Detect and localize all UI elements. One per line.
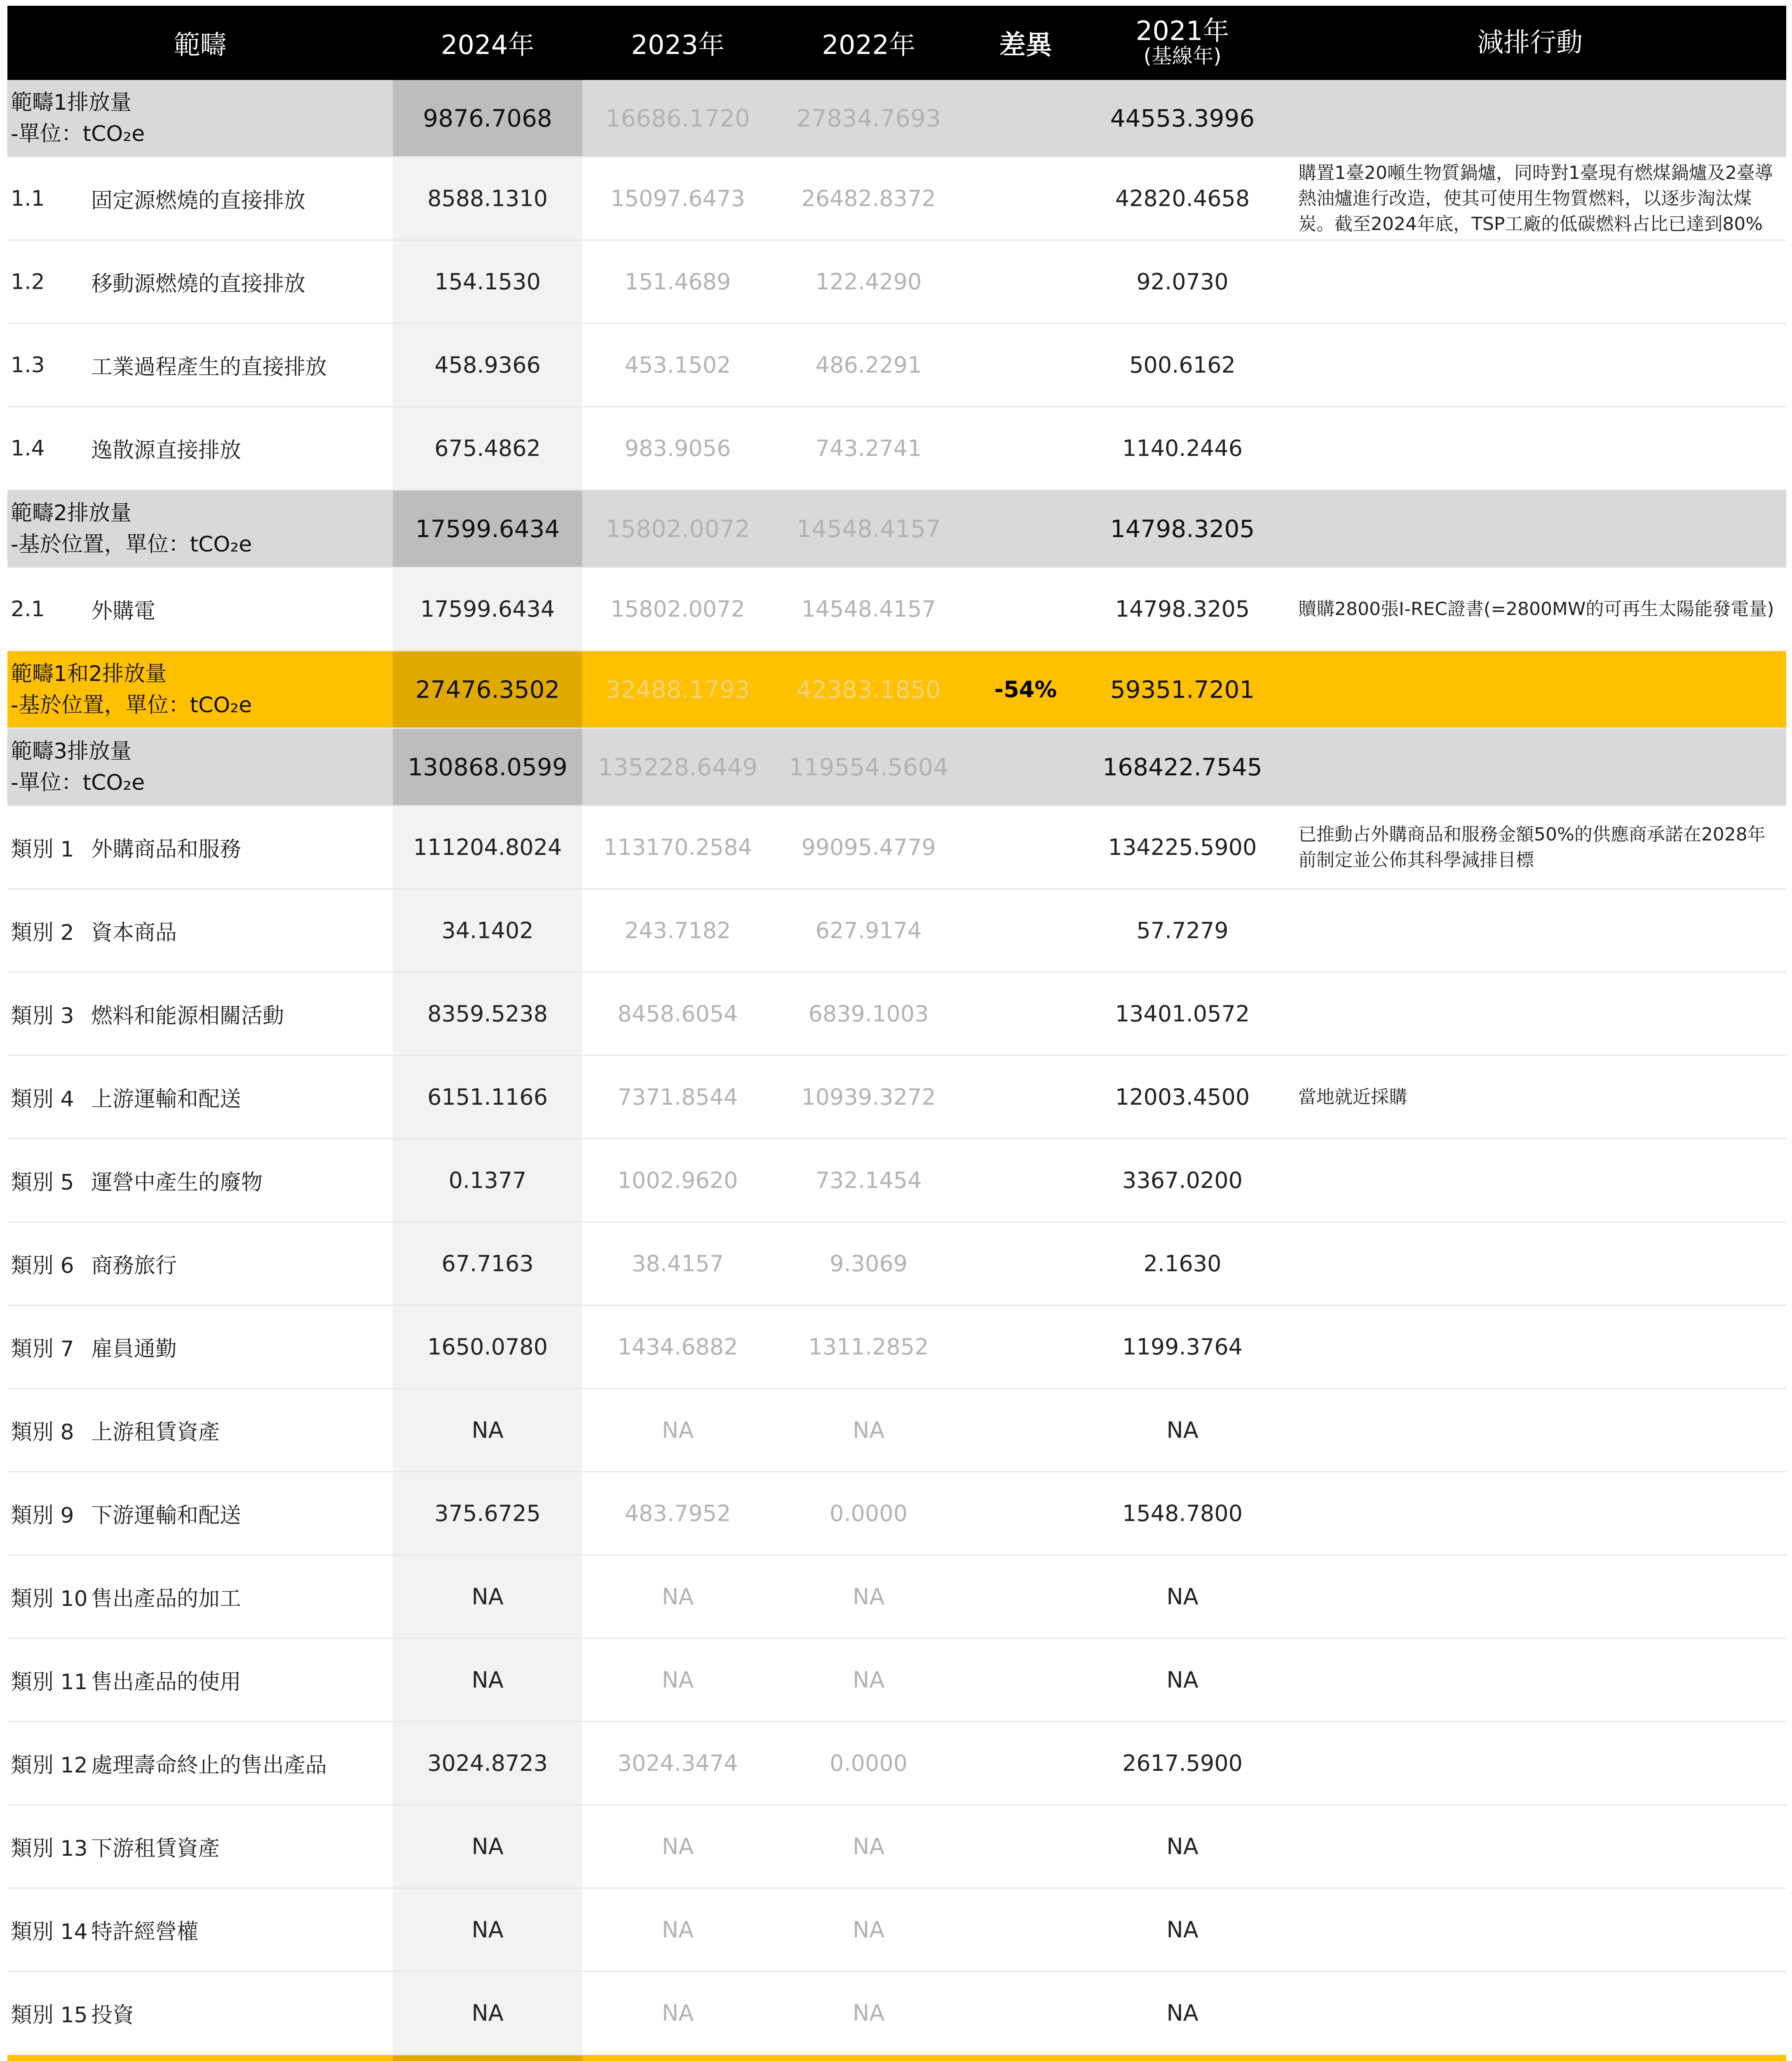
value-2024: 3024.8723 bbox=[393, 1722, 582, 1804]
value-2023: 38.4157 bbox=[631, 1251, 724, 1277]
value-2024: 9876.7068 bbox=[393, 80, 582, 156]
value-2022: 122.4290 bbox=[815, 269, 922, 295]
row-number: 類別 15 bbox=[11, 2003, 88, 2028]
value-diff bbox=[964, 1972, 1087, 2054]
row-number: 類別 8 bbox=[11, 1420, 74, 1445]
value-2024: 675.4862 bbox=[393, 407, 582, 489]
action-cell bbox=[1278, 2055, 1786, 2061]
value-2021: NA bbox=[1166, 1667, 1199, 1693]
value-2024: 375.6725 bbox=[393, 1472, 582, 1554]
value-2024: 0.1377 bbox=[393, 1139, 582, 1221]
value-2022: 119554.5604 bbox=[788, 753, 949, 781]
value-2021: NA bbox=[1166, 1417, 1199, 1443]
row-label bbox=[7, 407, 393, 489]
value-2023: 151.4689 bbox=[624, 269, 731, 295]
value-2021: 3367.0200 bbox=[1122, 1167, 1243, 1193]
row-name: 上游運輸和配送 bbox=[91, 1087, 242, 1112]
value-2021: 2617.5900 bbox=[1122, 1750, 1243, 1776]
table-row bbox=[7, 1805, 1786, 1889]
value-diff bbox=[964, 80, 1087, 156]
action-cell bbox=[1278, 1722, 1786, 1804]
value-2022: 743.2741 bbox=[815, 435, 922, 461]
value-diff bbox=[964, 1472, 1087, 1554]
row-label bbox=[7, 1389, 393, 1471]
row-name: 上游租賃資產 bbox=[91, 1420, 220, 1445]
value-2022: NA bbox=[852, 1667, 885, 1693]
value-2022: 732.1454 bbox=[815, 1167, 922, 1193]
table-row bbox=[7, 241, 1786, 324]
value-diff bbox=[964, 890, 1087, 972]
value-2023: 983.9056 bbox=[624, 435, 731, 461]
value-diff bbox=[964, 1556, 1087, 1638]
value-2024: 111204.8024 bbox=[393, 806, 582, 888]
value-2022: NA bbox=[852, 1917, 885, 1943]
row-label bbox=[7, 1556, 393, 1638]
summary-title: 範疇1和2排放量 bbox=[11, 661, 167, 686]
value-diff bbox=[964, 1805, 1087, 1887]
row-label bbox=[7, 1722, 393, 1804]
value-2023: 15802.0072 bbox=[610, 596, 745, 622]
value-2024: 6151.1166 bbox=[393, 1056, 582, 1138]
value-2023: 8458.6054 bbox=[617, 1001, 738, 1027]
row-label bbox=[7, 568, 393, 650]
row-number: 1.2 bbox=[11, 269, 45, 294]
value-2024: NA bbox=[393, 1805, 582, 1887]
value-2022: 14548.4157 bbox=[801, 596, 936, 622]
table-row bbox=[7, 568, 1786, 651]
value-2023: NA bbox=[661, 1417, 694, 1443]
summary-unit: -基於位置，單位：tCO₂e bbox=[11, 692, 252, 718]
value-2021: 1199.3764 bbox=[1122, 1334, 1243, 1360]
value-diff bbox=[964, 1223, 1087, 1305]
value-2024: 8359.5238 bbox=[393, 973, 582, 1055]
row-name: 外購電 bbox=[91, 599, 156, 624]
value-2021: 1548.7800 bbox=[1122, 1500, 1243, 1526]
value-2023: 15097.6473 bbox=[610, 185, 745, 211]
action-cell bbox=[1278, 407, 1786, 489]
value-2021: 42820.4658 bbox=[1115, 185, 1250, 211]
table-row bbox=[7, 1472, 1786, 1556]
value-diff bbox=[964, 157, 1087, 239]
action-cell: 已推動占外購商品和服務金額50%的供應商承諾在2028年前制定並公佈其科學減排目標 bbox=[1298, 824, 1766, 871]
table-row bbox=[7, 324, 1786, 407]
value-2023: 453.1502 bbox=[624, 352, 731, 378]
value-2023: 483.7952 bbox=[624, 1500, 731, 1526]
row-label bbox=[7, 806, 393, 888]
row-number: 類別 11 bbox=[11, 1670, 88, 1695]
summary-row-scope2 bbox=[7, 491, 1786, 568]
row-name: 逸散源直接排放 bbox=[91, 438, 242, 463]
value-2021: 59351.7201 bbox=[1110, 675, 1255, 704]
value-2023: 3024.3474 bbox=[617, 1750, 738, 1776]
row-label bbox=[7, 890, 393, 972]
row-number: 類別 14 bbox=[11, 1920, 88, 1944]
row-label bbox=[7, 157, 393, 239]
action-cell bbox=[1278, 973, 1786, 1055]
header-2023: 2023年 bbox=[631, 30, 725, 61]
value-2023: 135228.6449 bbox=[598, 753, 758, 781]
value-2022: 0.0000 bbox=[830, 1500, 908, 1526]
action-cell bbox=[1278, 1972, 1786, 2054]
value-2024: 67.7163 bbox=[393, 1223, 582, 1305]
row-name: 下游租賃資產 bbox=[91, 1836, 220, 1861]
value-2023: NA bbox=[661, 2000, 694, 2026]
row-number: 類別 9 bbox=[11, 1503, 74, 1528]
summary-title: 範疇1排放量 bbox=[11, 90, 132, 115]
header-2021 bbox=[1087, 6, 1278, 80]
table-row bbox=[7, 1556, 1786, 1639]
table-row bbox=[7, 1889, 1786, 1972]
summary-label bbox=[7, 2055, 393, 2061]
row-label bbox=[7, 1972, 393, 2054]
value-diff bbox=[964, 568, 1087, 650]
action-cell bbox=[1278, 1139, 1786, 1221]
header-2021-year: 2021年 bbox=[1135, 16, 1229, 47]
value-diff bbox=[964, 973, 1087, 1055]
row-name: 處理壽命終止的售出產品 bbox=[91, 1753, 327, 1778]
row-label bbox=[7, 973, 393, 1055]
value-2022: NA bbox=[852, 1833, 885, 1859]
row-name: 售出產品的使用 bbox=[91, 1670, 242, 1695]
value-2021 bbox=[1087, 2055, 1278, 2061]
row-name: 外購商品和服務 bbox=[91, 837, 242, 862]
value-2022: 26482.8372 bbox=[801, 185, 936, 211]
value-2021: NA bbox=[1166, 1917, 1199, 1943]
row-number: 1.1 bbox=[11, 186, 45, 211]
table-row bbox=[7, 1639, 1786, 1722]
value-2024 bbox=[393, 2055, 582, 2061]
row-name: 固定源燃燒的直接排放 bbox=[91, 188, 306, 213]
value-2024: 130868.0599 bbox=[393, 729, 582, 805]
row-number: 類別 3 bbox=[11, 1004, 74, 1028]
value-2024: NA bbox=[393, 1639, 582, 1721]
summary-title: 範疇2排放量 bbox=[11, 500, 132, 526]
action-cell: 當地就近採購 bbox=[1298, 1086, 1407, 1108]
action-cell bbox=[1278, 324, 1786, 406]
value-2021: NA bbox=[1166, 2000, 1199, 2026]
emissions-table bbox=[7, 6, 1786, 2061]
value-diff: -54% bbox=[994, 676, 1057, 702]
action-cell bbox=[1278, 1556, 1786, 1638]
value-2021: 12003.4500 bbox=[1115, 1084, 1250, 1110]
row-number: 類別 2 bbox=[11, 920, 74, 945]
row-number: 類別 12 bbox=[11, 1753, 88, 1778]
action-cell bbox=[1278, 651, 1786, 728]
row-number: 類別 6 bbox=[11, 1254, 74, 1278]
value-2022: 486.2291 bbox=[815, 352, 922, 378]
value-2022: 99095.4779 bbox=[801, 834, 936, 860]
row-name: 投資 bbox=[91, 2003, 134, 2028]
table-header bbox=[7, 6, 1786, 80]
row-name: 下游運輸和配送 bbox=[91, 1503, 242, 1528]
value-2024: 17599.6434 bbox=[393, 568, 582, 650]
action-cell bbox=[1278, 491, 1786, 567]
value-diff bbox=[964, 324, 1087, 406]
value-2021: 1140.2446 bbox=[1122, 435, 1243, 461]
summary-unit: -單位：tCO₂e bbox=[11, 770, 145, 795]
table-row bbox=[7, 1223, 1786, 1306]
value-diff bbox=[964, 1389, 1087, 1471]
summary-unit: -單位：tCO₂e bbox=[11, 121, 145, 146]
value-2021: 134225.5900 bbox=[1108, 834, 1257, 860]
value-2024: NA bbox=[393, 1972, 582, 2054]
value-2022 bbox=[773, 2055, 964, 2061]
value-2024: NA bbox=[393, 1556, 582, 1638]
row-number: 類別 5 bbox=[11, 1170, 74, 1195]
value-diff bbox=[964, 1722, 1087, 1804]
row-name: 移動源燃燒的直接排放 bbox=[91, 272, 306, 296]
value-2023: NA bbox=[661, 1833, 694, 1859]
value-diff bbox=[964, 729, 1087, 805]
table-row bbox=[7, 1306, 1786, 1389]
summary-label bbox=[7, 651, 393, 728]
value-2024: 27476.3502 bbox=[393, 651, 582, 728]
value-2022: 42383.1850 bbox=[796, 675, 941, 704]
value-diff bbox=[964, 1139, 1087, 1221]
row-label bbox=[7, 1805, 393, 1887]
value-diff bbox=[964, 1639, 1087, 1721]
value-2023: 1434.6882 bbox=[617, 1334, 738, 1360]
header-2022: 2022年 bbox=[822, 30, 915, 61]
summary-unit: -基於位置，單位：tCO₂e bbox=[11, 532, 252, 557]
value-2022: NA bbox=[852, 1417, 885, 1443]
action-cell bbox=[1278, 1472, 1786, 1554]
row-number: 類別 4 bbox=[11, 1087, 74, 1112]
action-cell bbox=[1278, 1223, 1786, 1305]
value-2022: 10939.3272 bbox=[801, 1084, 936, 1110]
value-2023: NA bbox=[661, 1917, 694, 1943]
row-label bbox=[7, 324, 393, 406]
value-diff bbox=[964, 241, 1087, 323]
row-number: 1.4 bbox=[11, 436, 45, 461]
value-2021: 14798.3205 bbox=[1115, 596, 1250, 622]
table-row bbox=[7, 890, 1786, 973]
value-2023: NA bbox=[661, 1584, 694, 1610]
value-2023: 16686.1720 bbox=[605, 104, 750, 132]
value-2024: 458.9366 bbox=[393, 324, 582, 406]
value-diff bbox=[964, 1889, 1087, 1971]
header-2021-baseline: (基線年) bbox=[1143, 44, 1222, 68]
value-2024: 34.1402 bbox=[393, 890, 582, 972]
row-number: 類別 13 bbox=[11, 1836, 88, 1861]
header-2024: 2024年 bbox=[441, 30, 535, 61]
action-cell bbox=[1278, 1889, 1786, 1971]
value-2021: NA bbox=[1166, 1833, 1199, 1859]
value-diff bbox=[964, 1306, 1087, 1388]
row-name: 燃料和能源相關活動 bbox=[91, 1004, 284, 1028]
value-2024: 154.1530 bbox=[393, 241, 582, 323]
table-row bbox=[7, 1139, 1786, 1223]
value-2022: 27834.7693 bbox=[796, 104, 941, 132]
row-number: 類別 7 bbox=[11, 1337, 74, 1361]
action-cell bbox=[1278, 1306, 1786, 1388]
value-2024: 1650.0780 bbox=[393, 1306, 582, 1388]
value-2021: 168422.7545 bbox=[1102, 753, 1262, 781]
value-2021: 2.1630 bbox=[1143, 1251, 1222, 1277]
value-2023: 32488.1793 bbox=[605, 675, 750, 704]
value-2023: 113170.2584 bbox=[603, 834, 752, 860]
row-name: 資本商品 bbox=[91, 920, 177, 945]
value-diff bbox=[964, 407, 1087, 489]
summary-label bbox=[7, 729, 393, 805]
action-cell bbox=[1278, 80, 1786, 156]
row-label bbox=[7, 1639, 393, 1721]
action-cell bbox=[1278, 1639, 1786, 1721]
row-label bbox=[7, 1139, 393, 1221]
table-row bbox=[7, 1056, 1786, 1139]
row-label bbox=[7, 1306, 393, 1388]
row-name: 售出產品的加工 bbox=[91, 1587, 242, 1611]
value-2022: NA bbox=[852, 2000, 885, 2026]
summary-row-scope3 bbox=[7, 729, 1786, 806]
row-name: 運營中產生的廢物 bbox=[91, 1170, 263, 1195]
value-2024: NA bbox=[393, 1889, 582, 1971]
value-2021: 14798.3205 bbox=[1110, 514, 1255, 543]
summary-label bbox=[7, 80, 393, 156]
action-cell bbox=[1278, 1389, 1786, 1471]
row-label bbox=[7, 1472, 393, 1554]
action-cell: 贖購2800張I-REC證書(=2800MW的可再生太陽能發電量) bbox=[1298, 598, 1774, 620]
value-2023: 15802.0072 bbox=[605, 514, 750, 543]
table-body bbox=[7, 80, 1786, 2061]
value-2021: 92.0730 bbox=[1136, 269, 1229, 295]
value-2023: 7371.8544 bbox=[617, 1084, 738, 1110]
row-label bbox=[7, 1223, 393, 1305]
action-cell bbox=[1278, 241, 1786, 323]
value-2021: NA bbox=[1166, 1584, 1199, 1610]
value-2023 bbox=[582, 2055, 773, 2061]
action-cell bbox=[1278, 1805, 1786, 1887]
header-scope: 範疇 bbox=[174, 30, 227, 61]
value-2023: 1002.9620 bbox=[617, 1167, 738, 1193]
value-2021: 44553.3996 bbox=[1110, 104, 1255, 132]
summary-row-scope12 bbox=[7, 651, 1786, 729]
value-2022: 0.0000 bbox=[830, 1750, 908, 1776]
value-2022: 6839.1003 bbox=[808, 1001, 929, 1027]
row-number: 類別 10 bbox=[11, 1587, 88, 1611]
value-diff bbox=[964, 2055, 1087, 2061]
header-action: 減排行動 bbox=[1477, 28, 1583, 58]
value-2022: 1311.2852 bbox=[808, 1334, 929, 1360]
row-number: 類別 1 bbox=[11, 837, 74, 862]
value-2021: 13401.0572 bbox=[1115, 1001, 1250, 1027]
summary-row-scope1 bbox=[7, 80, 1786, 157]
table-row bbox=[7, 1389, 1786, 1472]
value-2024: 8588.1310 bbox=[393, 157, 582, 239]
value-2022: NA bbox=[852, 1584, 885, 1610]
value-2022: 14548.4157 bbox=[796, 514, 941, 543]
value-2021: 57.7279 bbox=[1136, 918, 1229, 944]
value-2024: NA bbox=[393, 1389, 582, 1471]
value-diff bbox=[964, 806, 1087, 888]
value-diff bbox=[964, 491, 1087, 567]
row-number: 2.1 bbox=[11, 596, 45, 622]
action-cell bbox=[1278, 729, 1786, 805]
table-row bbox=[7, 1722, 1786, 1805]
row-label bbox=[7, 1056, 393, 1138]
table-row bbox=[7, 157, 1786, 241]
value-2022: 9.3069 bbox=[830, 1251, 908, 1277]
summary-row-scope3_total bbox=[7, 2055, 1786, 2061]
row-label bbox=[7, 241, 393, 323]
value-2022: 627.9174 bbox=[815, 918, 922, 944]
row-name: 特許經營權 bbox=[91, 1920, 199, 1944]
table-row bbox=[7, 806, 1786, 890]
row-label bbox=[7, 1889, 393, 1971]
row-number: 1.3 bbox=[11, 352, 45, 378]
value-2023: 243.7182 bbox=[624, 918, 731, 944]
value-2021: 500.6162 bbox=[1129, 352, 1236, 378]
action-cell bbox=[1278, 890, 1786, 972]
table-row bbox=[7, 973, 1786, 1056]
table-row bbox=[7, 1972, 1786, 2055]
row-name: 工業過程產生的直接排放 bbox=[91, 355, 327, 380]
row-name: 商務旅行 bbox=[91, 1254, 177, 1278]
value-2023: NA bbox=[661, 1667, 694, 1693]
summary-label bbox=[7, 491, 393, 567]
value-2024: 17599.6434 bbox=[393, 491, 582, 567]
table-row bbox=[7, 407, 1786, 491]
summary-title: 範疇3排放量 bbox=[11, 739, 132, 764]
row-name: 雇員通勤 bbox=[91, 1337, 177, 1361]
value-diff bbox=[964, 1056, 1087, 1138]
header-diff: 差異 bbox=[999, 30, 1052, 61]
action-cell: 購置1臺20噸生物質鍋爐，同時對1臺現有燃煤鍋爐及2臺導熱油爐進行改造，使其可使用生物質燃料，以逐步淘汰煤炭。截至2024年底，TSP工廠的低碳燃料占比已達到80% bbox=[1298, 162, 1773, 235]
